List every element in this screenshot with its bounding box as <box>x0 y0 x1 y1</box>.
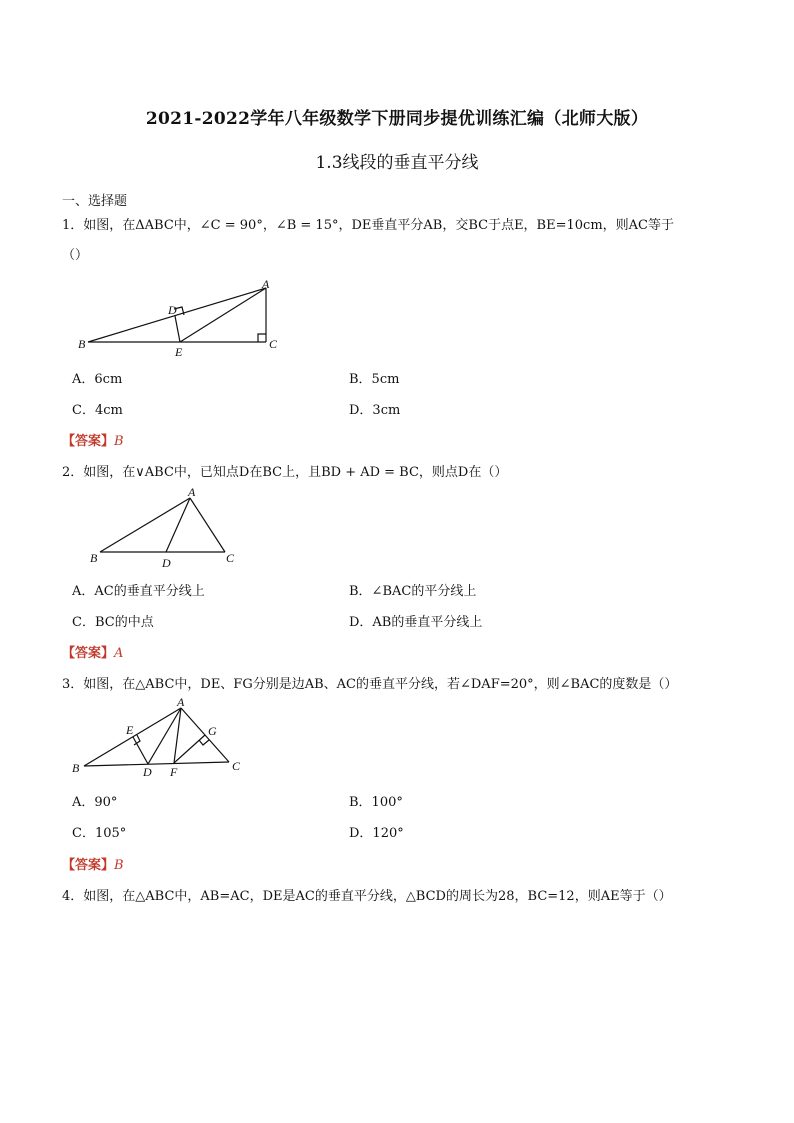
q3-label-d: D <box>143 765 152 779</box>
q3-answer <box>62 854 124 873</box>
question-2-text: 2．如图，在∨ABC中，已知点D在BC上，且BD + AD = BC，则点D在（） <box>62 465 508 480</box>
question-2-figure <box>82 484 252 572</box>
q3-answer-tag: 【答案】 <box>62 858 115 873</box>
q1-answer-value: B <box>114 434 124 449</box>
q3-label-b: B <box>72 761 80 775</box>
q3-label-a: A <box>177 696 185 709</box>
q1-label-c: C <box>269 337 278 351</box>
question-3-figure <box>64 696 254 786</box>
q1-label-d: D <box>168 303 177 317</box>
q3-label-e: E <box>126 723 134 737</box>
q1-label-e: E <box>175 345 183 358</box>
q1-option-c: C．4cm <box>72 403 123 418</box>
q1-answer-tag: 【答案】 <box>62 434 115 449</box>
q3-option-d: D．120° <box>349 826 404 841</box>
section-subtitle: 1.3线段的垂直平分线 <box>315 153 479 173</box>
q2-option-d: D．AB的垂直平分线上 <box>349 615 483 630</box>
section-heading: 一、选择题 <box>62 194 128 209</box>
q2-label-d: D <box>162 556 171 570</box>
q3-label-f: F <box>170 765 178 779</box>
question-1-text: 1．如图，在ΔABC中，∠C = 90°，∠B = 15°，DE垂直平分AB，交BC于点E，BE=10cm，则AC等于 <box>62 218 674 233</box>
q2-label-b: B <box>90 551 98 565</box>
q1-option-a: A．6cm <box>72 372 123 387</box>
q2-answer <box>62 642 123 661</box>
q2-label-c: C <box>226 551 235 565</box>
q2-answer-value: A <box>114 646 124 661</box>
question-1-figure <box>70 276 290 358</box>
q2-option-c: C．BC的中点 <box>72 615 154 630</box>
q3-label-g: G <box>208 724 217 738</box>
q1-option-b: B．5cm <box>349 372 400 387</box>
q3-answer-value: B <box>114 858 124 873</box>
q2-option-b: B．∠BAC的平分线上 <box>349 584 477 599</box>
q3-label-c: C <box>232 759 241 773</box>
question-4-text: 4．如图，在△ABC中，AB=AC，DE是AC的垂直平分线，△BCD的周长为28，BC=12，则AE等于（） <box>62 889 672 904</box>
page-title: 2021-2022学年八年级数学下册同步提优训练汇编（北师大版） <box>145 109 649 129</box>
q1-label-a: A <box>262 277 270 291</box>
q3-option-c: C．105° <box>72 826 127 841</box>
question-3-text: 3．如图，在△ABC中，DE、FG分别是边AB、AC的垂直平分线，若∠DAF=20°，则∠BAC的度数是（） <box>62 677 678 692</box>
q2-answer-tag: 【答案】 <box>62 646 115 661</box>
q3-option-a: A．90° <box>72 795 118 810</box>
q2-option-a: A．AC的垂直平分线上 <box>72 584 205 599</box>
question-1-paren: （） <box>62 248 89 263</box>
q2-label-a: A <box>188 485 196 499</box>
q1-answer <box>62 430 124 449</box>
q1-option-d: D．3cm <box>349 403 401 418</box>
q1-label-b: B <box>78 337 86 351</box>
q3-option-b: B．100° <box>349 795 403 810</box>
